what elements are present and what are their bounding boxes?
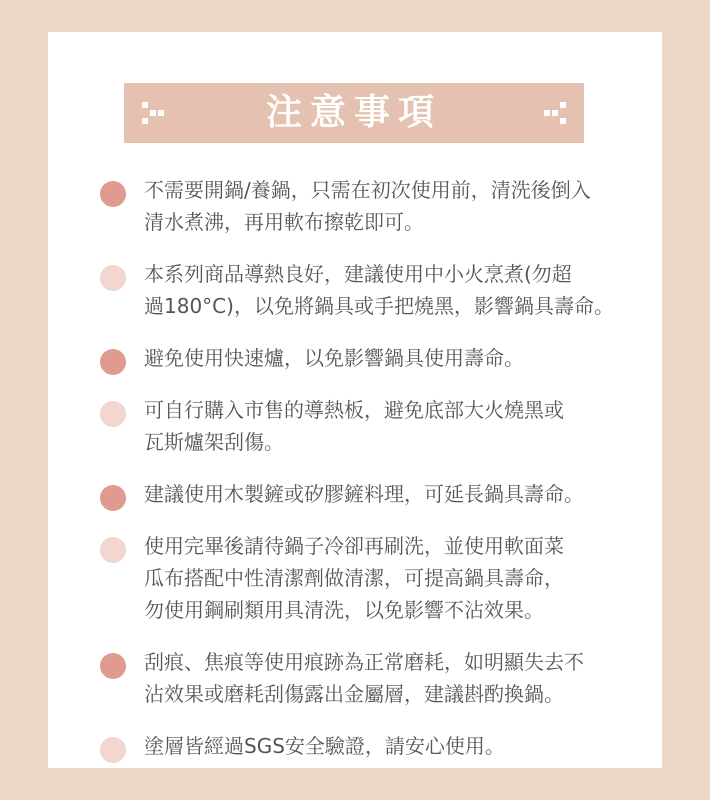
bullet-dot-icon: [100, 401, 126, 427]
list-item-text: 使用完畢後請待鍋子冷卻再刷洗，並使用軟面菜 瓜布搭配中性清潔劑做清潔，可提高鍋具壽命， 勿使用鋼刷類用具清洗，以免影響不沾效果。: [144, 534, 564, 622]
list-item-text: 本系列商品導熱良好，建議使用中小火烹煮(勿超 過180°C)，以免將鍋具或手把燒黑，影響鍋具壽命。: [144, 262, 614, 318]
page-title: 注意事項: [265, 92, 442, 133]
bullet-dot-icon: [100, 537, 126, 563]
list-item-text: 不需要開鍋/養鍋，只需在初次使用前，清洗後倒入 清水煮沸，再用軟布擦乾即可。: [144, 178, 591, 234]
bullet-dot-icon: [100, 485, 126, 511]
bullet-dot-icon: [100, 349, 126, 375]
notice-card: [48, 32, 662, 768]
bullet-dot-icon: [100, 181, 126, 207]
list-item-text: 可自行購入市售的導熱板，避免底部大火燒黑或 瓦斯爐架刮傷。: [144, 398, 564, 454]
bullet-dot-icon: [100, 265, 126, 291]
list-item-text: 建議使用木製鏟或矽膠鏟料理，可延長鍋具壽命。: [144, 482, 584, 506]
bullet-dot-icon: [100, 653, 126, 679]
list-item-text: 塗層皆經過SGS安全驗證，請安心使用。: [144, 734, 505, 758]
bullet-dot-icon: [100, 737, 126, 763]
title-banner: [124, 83, 584, 143]
list-item-text: 刮痕、焦痕等使用痕跡為正常磨耗，如明顯失去不 沾效果或磨耗刮傷露出金屬層，建議斟酌換鍋。: [144, 650, 584, 706]
decorative-pixel-icon: [544, 102, 566, 124]
list-item-text: 避免使用快速爐，以免影響鍋具使用壽命。: [144, 346, 524, 370]
